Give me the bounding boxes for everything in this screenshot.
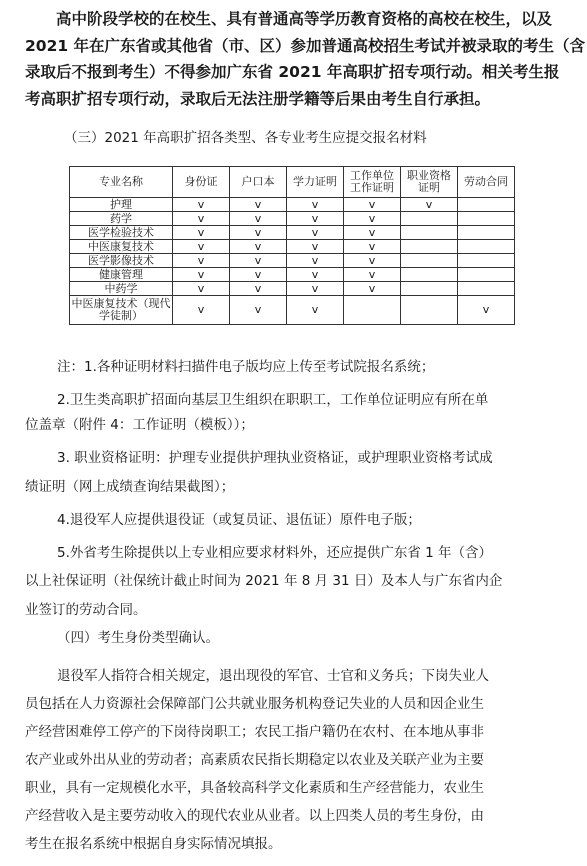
table-row [70, 254, 515, 268]
intro-line: 2021 年在广东省或其他省（市、区）参加普通高校招生考试并被录取的考生（含 [25, 36, 586, 55]
header-contract: 劳动合同 [458, 167, 515, 198]
cell: v [344, 212, 401, 226]
final-line: 员包括在人力资源社会保障部门公共就业服务机构登记失业的人员和因企业生 [25, 696, 484, 712]
note-line: 5.外省考生除提供以上专业相应要求材料外，还应提供广东省 1 年（含） [57, 545, 493, 561]
intro-paragraph [25, 6, 586, 112]
cell: v [230, 282, 287, 296]
cell [458, 198, 515, 212]
header-qualification-text: 职业资格证明 [407, 169, 451, 194]
materials-table [69, 166, 515, 325]
cell: v [287, 240, 344, 254]
cell: v [287, 226, 344, 240]
cell-major: 药学 [70, 212, 173, 226]
note-line: 4.退役军人应提供退役证（或复员证、退伍证）原件电子版； [57, 512, 421, 528]
note-line: 2.卫生类高职扩招面向基层卫生组织在职职工，工作单位证明应有所在单 [57, 392, 489, 408]
cell: v [287, 212, 344, 226]
cell: v [173, 282, 230, 296]
final-line: 产经营收入是主要劳动收入的现代农业从业者。以上四类人员的考生身份，由 [25, 808, 484, 824]
table-row [70, 268, 515, 282]
cell: v [344, 240, 401, 254]
header-education: 学力证明 [287, 167, 344, 198]
cell: v [344, 282, 401, 296]
cell: v [287, 268, 344, 282]
note-line: 3. 职业资格证明：护理专业提供护理执业资格证，或护理职业资格考试成 [57, 450, 493, 466]
cell-major: 护理 [70, 198, 173, 212]
cell: v [173, 268, 230, 282]
cell [401, 268, 458, 282]
header-employment-text: 工作单位工作证明 [350, 169, 394, 194]
table-row [70, 198, 515, 212]
cell [401, 254, 458, 268]
table-row [70, 240, 515, 254]
table-row [70, 296, 515, 325]
cell-major: 中医康复技术 [70, 240, 173, 254]
cell [344, 296, 401, 325]
cell: v [401, 198, 458, 212]
header-id-card: 身份证 [173, 167, 230, 198]
cell: v [287, 254, 344, 268]
cell-major: 中药学 [70, 282, 173, 296]
cell: v [344, 226, 401, 240]
cell: v [287, 296, 344, 325]
cell [458, 282, 515, 296]
cell: v [230, 296, 287, 325]
table-header-row [70, 167, 515, 198]
cell [458, 254, 515, 268]
final-line: 产经营困难停工停产的下岗待岗职工；农民工指户籍仍在农村、在本地从事非 [25, 724, 484, 740]
section-4-heading: （四）考生身份类型确认。 [57, 630, 219, 646]
cell [458, 212, 515, 226]
cell: v [287, 198, 344, 212]
header-employment [344, 167, 401, 198]
cell: v [173, 226, 230, 240]
cell: v [230, 240, 287, 254]
table-row [70, 226, 515, 240]
cell [401, 212, 458, 226]
cell: v [458, 296, 515, 325]
cell: v [230, 268, 287, 282]
cell-major: 医学影像技术 [70, 254, 173, 268]
cell: v [173, 254, 230, 268]
cell [401, 296, 458, 325]
final-line: 职业，具有一定规模化水平，具备较高科学文化素质和生产经营能力，农业生 [25, 780, 484, 796]
note-line: 以上社保证明（社保统计截止时间为 2021 年 8 月 31 日）及本人与广东省内企 [25, 573, 503, 589]
cell [458, 240, 515, 254]
cell: v [230, 212, 287, 226]
cell: v [230, 198, 287, 212]
table-row [70, 212, 515, 226]
cell-major: 健康管理 [70, 268, 173, 282]
header-qualification [401, 167, 458, 198]
table-row [70, 282, 515, 296]
cell-major: 中医康复技术（现代学徒制） [70, 296, 173, 325]
cell: v [344, 268, 401, 282]
cell [458, 226, 515, 240]
intro-line: 考高职扩招专项行动，录取后无法注册学籍等后果由考生自行承担。 [25, 89, 491, 108]
final-line: 退役军人指符合相关规定，退出现役的军官、士官和义务兵；下岗失业人 [57, 668, 489, 684]
cell: v [173, 240, 230, 254]
cell: v [344, 254, 401, 268]
final-paragraph [25, 662, 570, 858]
intro-line: 高中阶段学校的在校生、具有普通高等学历教育资格的高校在校生，以及 [25, 10, 553, 28]
note-line: 绩证明（网上成绩查询结果截图）； [25, 479, 235, 495]
note-line: 注：1.各种证明材料扫描件电子版均应上传至考试院报名系统； [57, 359, 435, 375]
cell: v [287, 282, 344, 296]
cell [401, 226, 458, 240]
cell: v [173, 198, 230, 212]
section-3-heading: （三）2021 年高职扩招各类型、各专业考生应提交报名材料 [64, 130, 427, 146]
header-major: 专业名称 [70, 167, 173, 198]
cell: v [230, 226, 287, 240]
cell: v [173, 212, 230, 226]
cell [401, 240, 458, 254]
cell [401, 282, 458, 296]
cell-major: 医学检验技术 [70, 226, 173, 240]
final-line: 考生在报名系统中根据自身实际情况填报。 [25, 836, 282, 852]
header-household: 户口本 [230, 167, 287, 198]
cell: v [173, 296, 230, 325]
cell: v [344, 198, 401, 212]
note-line: 业签订的劳动合同。 [25, 602, 147, 618]
cell: v [230, 254, 287, 268]
cell [458, 268, 515, 282]
intro-line: 录取后不报到考生）不得参加广东省 2021 年高职扩招专项行动。相关考生报 [25, 63, 560, 81]
note-line: 位盖章（附件 4：工作证明（模板））； [25, 417, 254, 433]
final-line: 农产业或外出从业的劳动者；高素质农民指长期稳定以农业及关联产业为主要 [25, 752, 484, 768]
